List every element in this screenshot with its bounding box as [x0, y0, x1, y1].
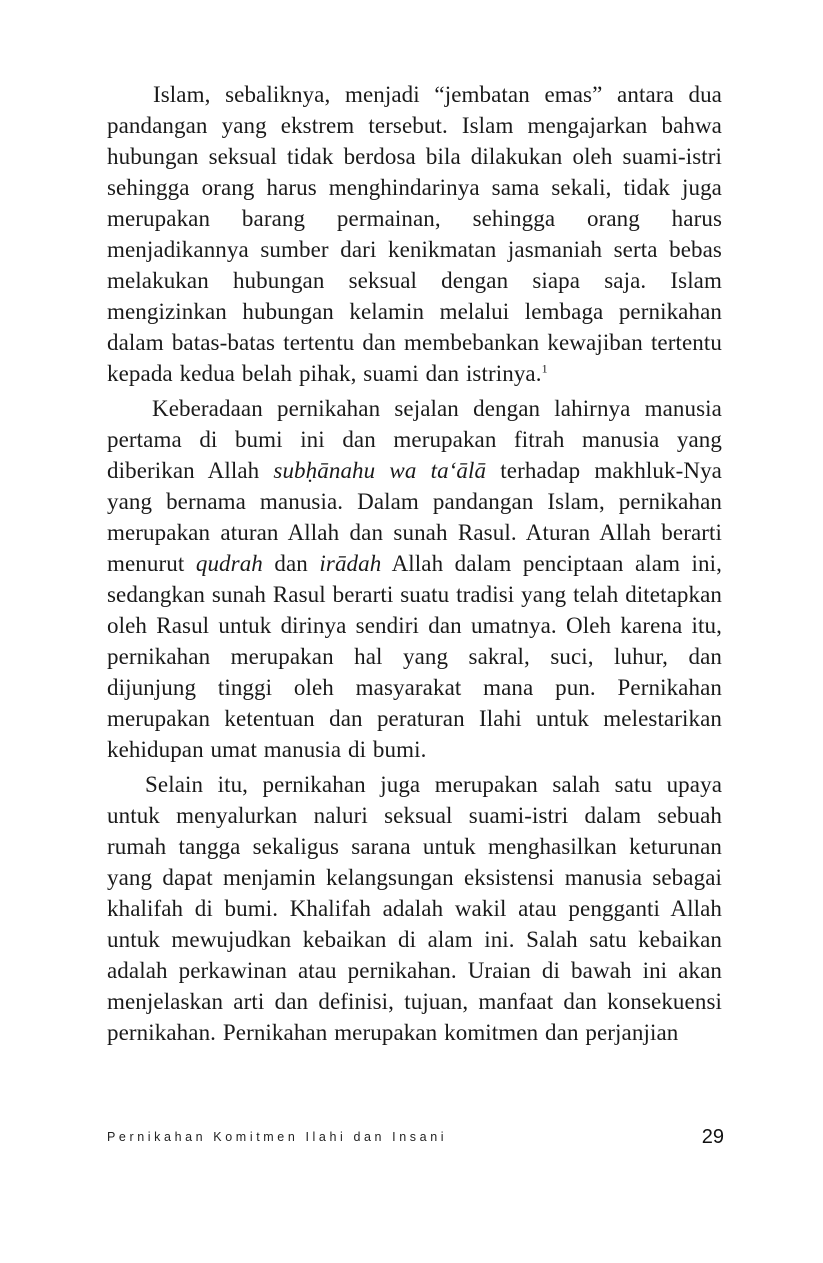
paragraph-3: [107, 769, 722, 1048]
paragraph-2-text-4: Allah dalam penciptaan alam ini, sedangkan sunah Rasul berarti suatu tradisi yang telah ditetapkan oleh Rasul untuk dirinya sendiri dan umatnya. Oleh karena itu, pernikahan merupakan hal yang sakral, suci, luhur, dan dijunjung tinggi oleh masyarakat mana pun. Pernikahan merupakan ketentuan dan peraturan Ilahi untuk melestarikan kehidupan umat manusia di bumi.: [107, 551, 722, 762]
paragraph-2: [107, 393, 722, 765]
italic-term-subhanahu: subḥānahu wa ta‘ālā: [273, 458, 487, 483]
italic-term-iradah: irādah: [319, 551, 382, 576]
paragraph-2-text-2: terhadap makhluk-Nya yang bernama manusia. Dalam pandangan Islam, pernikahan merupakan aturan Allah dan sunah Rasul. Aturan Allah berarti menurut: [107, 458, 722, 576]
paragraph-2-text-1: Keberadaan pernikahan sejalan dengan lahirnya manusia pertama di bumi ini dan merupakan fitrah manusia yang diberikan Allah: [107, 396, 722, 483]
paragraph-2-text-3: dan: [262, 551, 320, 576]
paragraph-1: [107, 79, 722, 389]
page-number: 29: [701, 1126, 724, 1148]
running-footer-title: Pernikahan Komitmen Ilahi dan Insani: [107, 1130, 448, 1144]
paragraph-1-text: Islam, sebaliknya, menjadi “jembatan emas” antara dua pandangan yang ekstrem tersebut. Islam mengajarkan bahwa hubungan seksual tidak berdosa bila dilakukan oleh suami-istri sehingga orang harus menghindarinya sama sekali, tidak juga merupakan barang permainan, sehingga orang harus menjadikannya sumber dari kenikmatan jasmaniah serta bebas melakukan hubungan seksual dengan siapa saja. Islam mengizinkan hubungan kelamin melalui lembaga pernikahan dalam batas-batas tertentu dan membebankan kewajiban tertentu kepada kedua belah pihak, suami dan istrinya.: [107, 82, 722, 386]
page-body: [107, 79, 722, 1052]
footnote-marker: 1: [541, 361, 548, 376]
paragraph-3-text: Selain itu, pernikahan juga merupakan salah satu upaya untuk menyalurkan naluri seksual suami-istri dalam sebuah rumah tangga sekaligus sarana untuk menghasilkan keturunan yang dapat menjamin kelangsungan eksistensi manusia sebagai khalifah di bumi. Khalifah adalah wakil atau pengganti Allah untuk mewujudkan kebaikan di alam ini. Salah satu kebaikan adalah perkawinan atau pernikahan. Uraian di bawah ini akan menjelaskan arti dan definisi, tujuan, manfaat dan konsekuensi pernikahan. Pernikahan merupakan komitmen dan perjanjian: [107, 772, 722, 1045]
italic-term-qudrah: qudrah: [195, 551, 263, 576]
page-footer: [107, 1126, 724, 1156]
